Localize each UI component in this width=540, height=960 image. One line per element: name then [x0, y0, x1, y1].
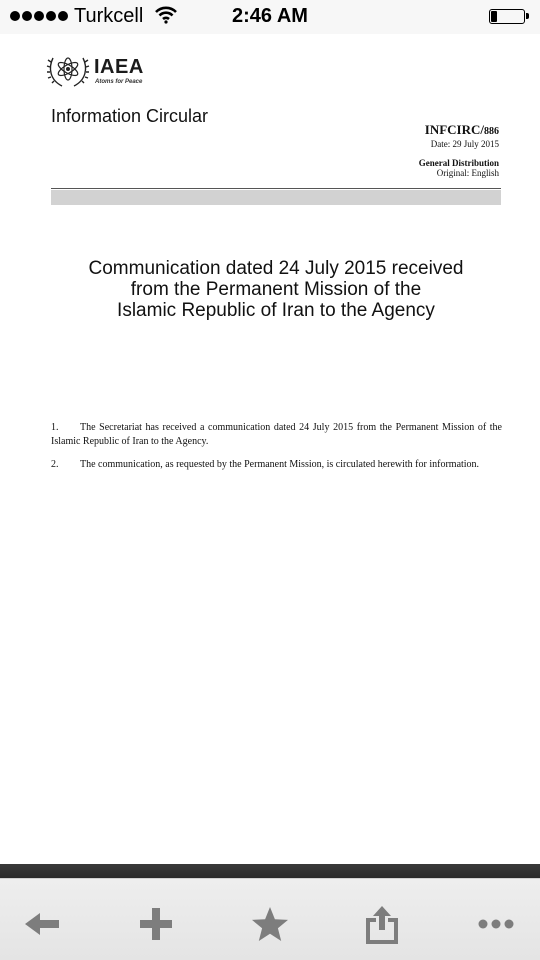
document-type: Information Circular: [51, 106, 209, 126]
battery-tip: [526, 13, 529, 19]
document-reference: [425, 122, 499, 149]
paragraph-2: [51, 458, 502, 472]
status-bar: [0, 0, 540, 34]
distribution-info: [419, 158, 499, 178]
original-language: Original: English: [436, 168, 499, 178]
page-divider: [0, 864, 540, 878]
paragraph-text: The communication, as requested by the Permanent Mission, is circulated herewith for information.: [80, 459, 480, 470]
header-band: [51, 190, 501, 205]
more-icon[interactable]: [476, 904, 516, 944]
back-arrow-icon[interactable]: [22, 904, 62, 944]
org-tagline: Atoms for Peace: [95, 79, 143, 85]
share-icon[interactable]: [362, 904, 402, 944]
org-name: IAEA: [94, 56, 144, 78]
reference-number: [425, 122, 499, 138]
battery-icon: [489, 9, 525, 24]
browser-toolbar: [0, 878, 540, 960]
title-line: Islamic Republic of Iran to the Agency: [117, 300, 435, 321]
header-rule: [51, 188, 501, 189]
reference-prefix: INFCIRC/: [424, 122, 484, 137]
iaea-logo-icon: [46, 50, 90, 90]
clock: 2:46 AM: [232, 5, 308, 27]
document-date: Date: 29 July 2015: [430, 139, 499, 149]
document-page[interactable]: [0, 34, 540, 864]
reference-suffix: 886: [484, 126, 499, 137]
star-icon[interactable]: [250, 904, 290, 944]
distribution-label: General Distribution: [418, 158, 499, 168]
title-line: from the Permanent Mission of the: [130, 279, 422, 300]
paragraph-number: 2.: [51, 459, 59, 470]
plus-icon[interactable]: [136, 904, 176, 944]
carrier-name: Turkcell: [74, 5, 144, 27]
document-title: [51, 258, 501, 321]
paragraph-text: The Secretariat has received a communication dated 24 July 2015 from the Permanent Mission of the Islamic Republic of Iran to the Agency.: [51, 422, 502, 447]
title-line: Communication dated 24 July 2015 received: [88, 258, 464, 279]
paragraph-1: [51, 421, 502, 449]
paragraph-number: 1.: [51, 422, 59, 433]
